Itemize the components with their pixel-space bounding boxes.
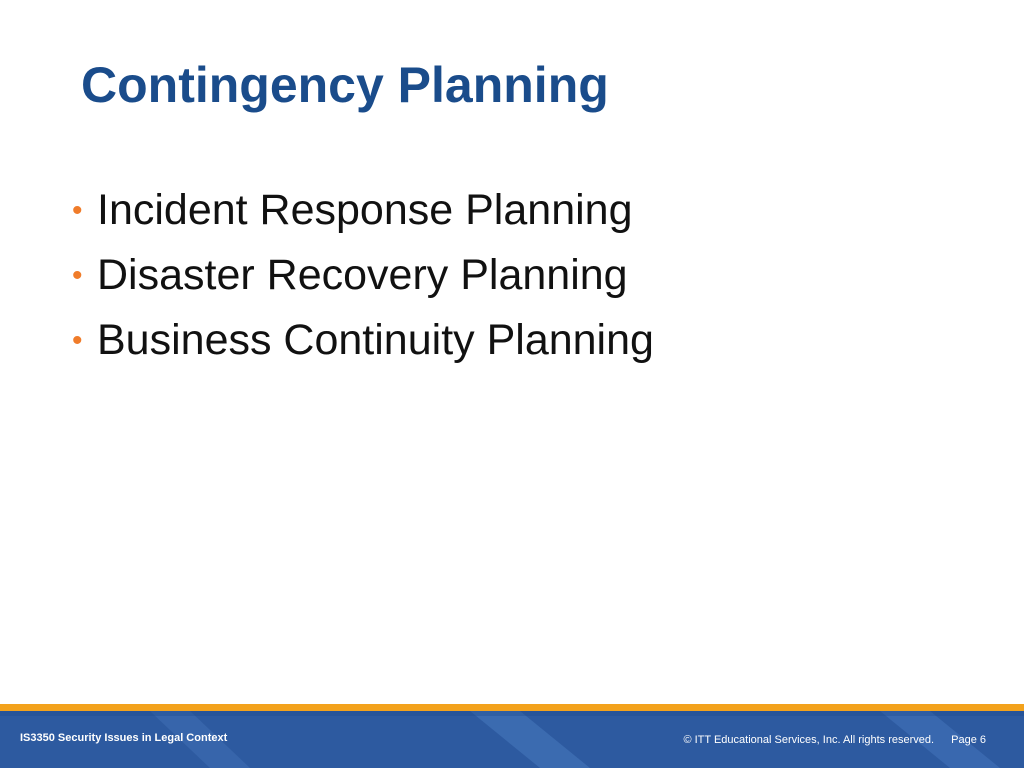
copyright-text: © ITT Educational Services, Inc. All rights reserved. xyxy=(683,734,935,746)
bullet-dot-icon: • xyxy=(72,194,83,227)
footer-right xyxy=(683,734,986,746)
bullet-dot-icon: • xyxy=(72,259,83,292)
bullet-list xyxy=(72,186,654,381)
slide-footer xyxy=(0,704,1024,768)
slide-title: Contingency Planning xyxy=(81,57,609,113)
page-number: Page 6 xyxy=(951,734,986,746)
bullet-text: Disaster Recovery Planning xyxy=(97,251,628,299)
bullet-text: Business Continuity Planning xyxy=(97,316,654,364)
bullet-item xyxy=(72,251,654,316)
course-label: IS3350 Security Issues in Legal Context xyxy=(20,732,228,744)
bullet-item xyxy=(72,186,654,251)
bullet-item xyxy=(72,316,654,381)
bullet-dot-icon: • xyxy=(72,324,83,357)
bullet-text: Incident Response Planning xyxy=(97,186,633,234)
